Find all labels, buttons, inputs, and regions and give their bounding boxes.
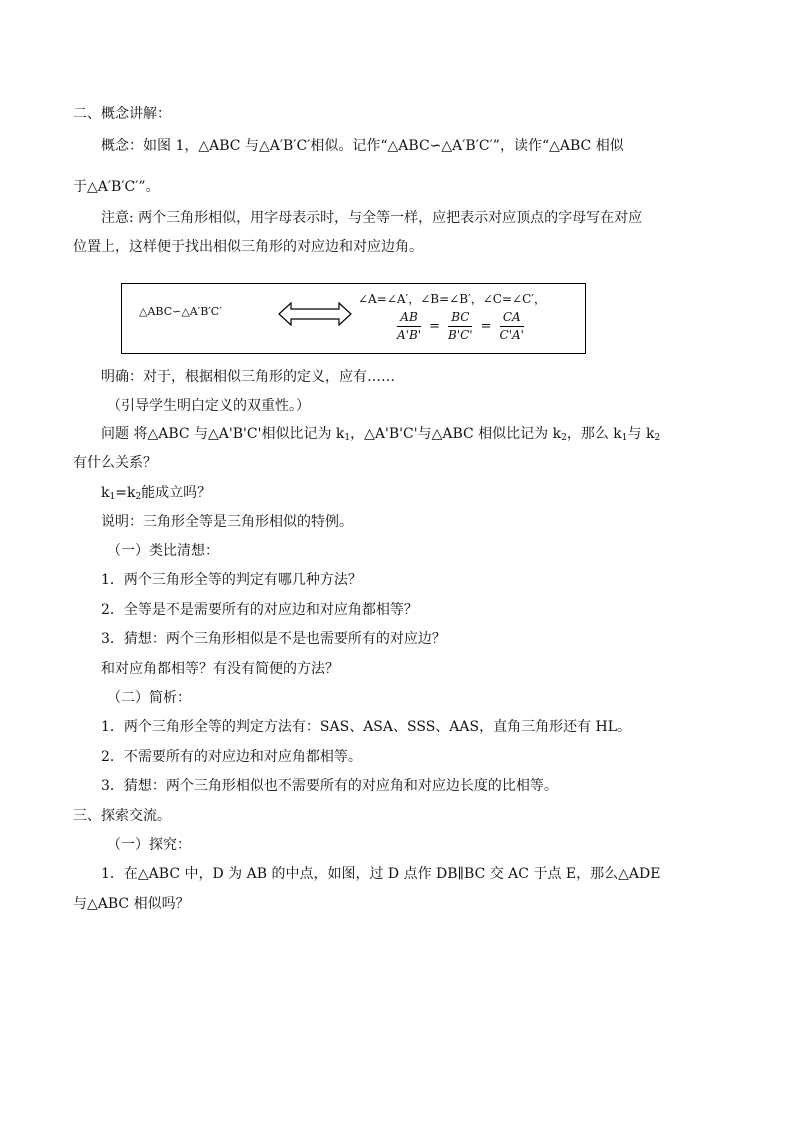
analogy-continuation: 和对应角都相等？有没有简便的方法？	[101, 661, 339, 677]
explanation-line: 说明：三角形全等是三角形相似的特例。	[101, 514, 353, 530]
section-heading-concept: 二、概念讲解：	[73, 106, 171, 122]
note-paragraph-line-2: 位置上，这样便于找出相似三角形的对应边和对应边角。	[73, 239, 423, 255]
side-ratio-equalities	[394, 310, 527, 343]
concept-paragraph-line-2: 于△A′B′C′”。	[73, 179, 160, 195]
guide-line: （引导学生明白定义的双重性。）	[107, 398, 310, 414]
k-equality-question: $k_1=k_2$能成立吗？	[101, 485, 212, 502]
angle-equalities: ∠A=∠A′，∠B=∠B′，∠C=∠C′，	[358, 292, 546, 306]
equals-sign: =	[480, 319, 492, 334]
analogy-heading: （一）类比清想：	[107, 543, 219, 559]
ratio-ca: $\frac{CA}{C'A'}$	[499, 310, 524, 342]
section-heading-explore: 三、探索交流。	[73, 808, 171, 824]
question-line-2: 有什么关系？	[73, 455, 157, 471]
similarity-notation: △ABC∽△A′B′C′	[139, 305, 222, 318]
clarify-line: 明确：对于，根据相似三角形的定义，应有……	[101, 369, 395, 385]
ratio-ab: $\frac{AB}{A'B'}$	[397, 310, 422, 342]
double-arrow-icon	[278, 302, 352, 326]
question-line-1: 问题 将△ABC 与△A'B'C'相似比记为 $k_1$，△A'B'C'与△ABC 相似比记为 $k_2$，那么 $k_1$与 $k_2$	[101, 426, 661, 443]
explore-subheading: （一）探究：	[107, 837, 191, 853]
similarity-definition-box	[121, 283, 586, 354]
explore-item-1-line-1: 1．在△ABC 中，D 为 AB 的中点，如图，过 D 点作 DB∥BC 交 AC 于点 E，那么△ADE	[101, 866, 661, 882]
analysis-item-3: 3．猜想：两个三角形相似也不需要所有的对应角和对应边长度的比相等。	[101, 778, 558, 794]
analogy-item-1: 1．两个三角形全等的判定有哪几种方法？	[101, 572, 362, 588]
analysis-heading: （二）简析：	[107, 690, 191, 706]
explore-item-1-line-2: 与△ABC 相似吗？	[73, 896, 190, 912]
note-paragraph-line-1: 注意: 两个三角形相似，用字母表示时，与全等一样，应把表示对应顶点的字母写在对应	[101, 210, 643, 226]
analogy-item-2: 2．全等是不是需要所有的对应边和对应角都相等？	[101, 602, 418, 618]
analogy-item-3: 3．猜想：两个三角形相似是不是也需要所有的对应边？	[101, 631, 446, 647]
equals-sign: =	[429, 319, 440, 334]
analysis-item-1: 1．两个三角形全等的判定方法有：SAS、ASA、SSS、AAS，直角三角形还有 HL。	[101, 719, 632, 735]
ratio-bc: $\frac{BC}{B'C'}$	[448, 310, 473, 342]
concept-paragraph-line-1: 概念：如图 1，△ABC 与△A′B′C′相似。记作“△ABC∽△A′B′C′”，读作“△ABC 相似	[101, 138, 624, 154]
analysis-item-2: 2．不需要所有的对应边和对应角都相等。	[101, 749, 362, 765]
